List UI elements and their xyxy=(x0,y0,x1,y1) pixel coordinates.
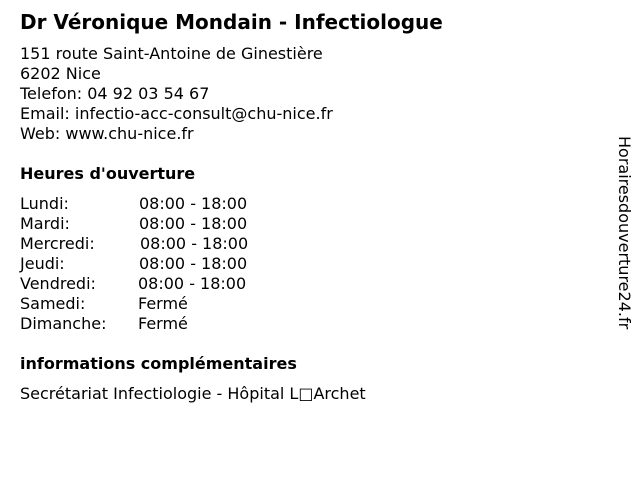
day-hours: 08:00 - 18:00 xyxy=(139,214,248,233)
opening-hours-heading: Heures d'ouverture xyxy=(20,164,196,183)
site-watermark: Horairesdouverture24.fr xyxy=(615,136,634,330)
day-label: Lundi: xyxy=(20,194,69,213)
city-address: 6202 Nice xyxy=(20,64,101,83)
day-label: Dimanche: xyxy=(20,314,107,333)
day-hours: 08:00 - 18:00 xyxy=(139,194,248,213)
street-address: 151 route Saint-Antoine de Ginestière xyxy=(20,44,323,63)
day-label: Mercredi: xyxy=(20,234,95,253)
day-label: Vendredi: xyxy=(20,274,96,293)
day-hours: Fermé xyxy=(138,294,188,313)
day-hours: 08:00 - 18:00 xyxy=(140,234,249,253)
day-hours: Fermé xyxy=(138,314,188,333)
day-label: Samedi: xyxy=(20,294,86,313)
day-label: Jeudi: xyxy=(20,254,65,273)
phone-number: Telefon: 04 92 03 54 67 xyxy=(20,84,210,103)
contact-block xyxy=(20,44,333,144)
day-hours: 08:00 - 18:00 xyxy=(138,274,247,293)
additional-info-text: Secrétariat Infectiologie - Hôpital L□Archet xyxy=(20,384,366,403)
website-address: Web: www.chu-nice.fr xyxy=(20,124,194,143)
additional-info-heading: informations complémentaires xyxy=(20,354,297,373)
email-address: Email: infectio-acc-consult@chu-nice.fr xyxy=(20,104,333,123)
day-label: Mardi: xyxy=(20,214,70,233)
day-hours: 08:00 - 18:00 xyxy=(139,254,248,273)
page-title: Dr Véronique Mondain - Infectiologue xyxy=(20,10,443,34)
